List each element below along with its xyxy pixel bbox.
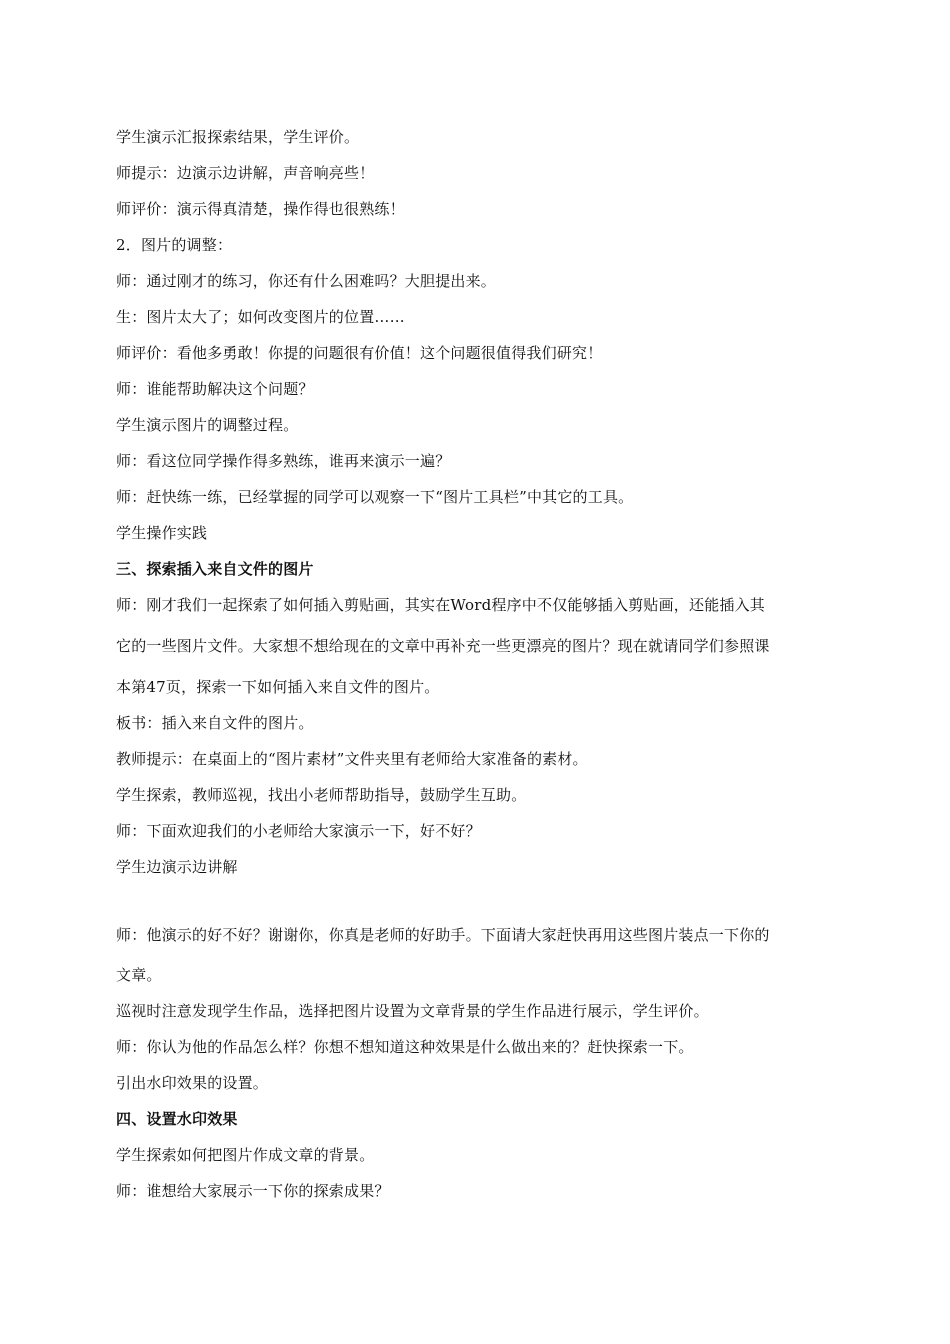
- paragraph-line: 师：谁想给大家展示一下你的探索成果？: [116, 1182, 390, 1200]
- paragraph-line: 学生演示图片的调整过程。: [116, 416, 299, 434]
- paragraph-line: 师：看这位同学操作得多熟练，谁再来演示一遍？: [116, 452, 451, 470]
- paragraph-line: 本第47页，探索一下如何插入来自文件的图片。: [116, 678, 440, 696]
- paragraph-line: 学生边演示边讲解: [116, 858, 238, 876]
- paragraph-line: 师：通过刚才的练习，你还有什么困难吗？大胆提出来。: [116, 272, 497, 290]
- paragraph-line: 学生操作实践: [116, 524, 208, 542]
- paragraph-line: 师：下面欢迎我们的小老师给大家演示一下，好不好？: [116, 822, 481, 840]
- paragraph-line: 师提示：边演示边讲解，声音响亮些！: [116, 164, 375, 182]
- paragraph-line: 引出水印效果的设置。: [116, 1074, 269, 1092]
- paragraph-line: 文章。: [116, 966, 162, 984]
- paragraph-line: 巡视时注意发现学生作品，选择把图片设置为文章背景的学生作品进行展示，学生评价。: [116, 1002, 709, 1020]
- paragraph-line: 师：谁能帮助解决这个问题？: [116, 380, 314, 398]
- paragraph-line: 学生探索，教师巡视，找出小老师帮助指导，鼓励学生互助。: [116, 786, 527, 804]
- paragraph-line: 师：他演示的好不好？谢谢你，你真是老师的好助手。下面请大家赶快再用这些图片装点一下你的: [116, 926, 770, 944]
- paragraph-line: 它的一些图片文件。大家想不想给现在的文章中再补充一些更漂亮的图片？现在就请同学们参照课: [116, 637, 770, 655]
- paragraph-line: 师：你认为他的作品怎么样？你想不想知道这种效果是什么做出来的？赶快探索一下。: [116, 1038, 694, 1056]
- paragraph-line: 师评价：看他多勇敢！你提的问题很有价值！这个问题很值得我们研究！: [116, 344, 603, 362]
- paragraph-line: 生：图片太大了；如何改变图片的位置……: [116, 308, 405, 326]
- paragraph-line: 师评价：演示得真清楚，操作得也很熟练！: [116, 200, 405, 218]
- paragraph-line: 师：刚才我们一起探索了如何插入剪贴画，其实在Word程序中不仅能够插入剪贴画，还能插入其: [116, 596, 766, 614]
- section-heading: 四、设置水印效果: [116, 1110, 238, 1128]
- section-heading: 三、探索插入来自文件的图片: [116, 560, 314, 578]
- paragraph-line: 板书：插入来自文件的图片。: [116, 714, 314, 732]
- paragraph-line: 学生演示汇报探索结果，学生评价。: [116, 128, 360, 146]
- paragraph-line: 教师提示：在桌面上的“图片素材”文件夹里有老师给大家准备的素材。: [116, 750, 588, 768]
- paragraph-line: 师：赶快练一练，已经掌握的同学可以观察一下“图片工具栏”中其它的工具。: [116, 488, 634, 506]
- subsection-heading: 2．图片的调整：: [116, 236, 233, 254]
- paragraph-line: 学生探索如何把图片作成文章的背景。: [116, 1146, 375, 1164]
